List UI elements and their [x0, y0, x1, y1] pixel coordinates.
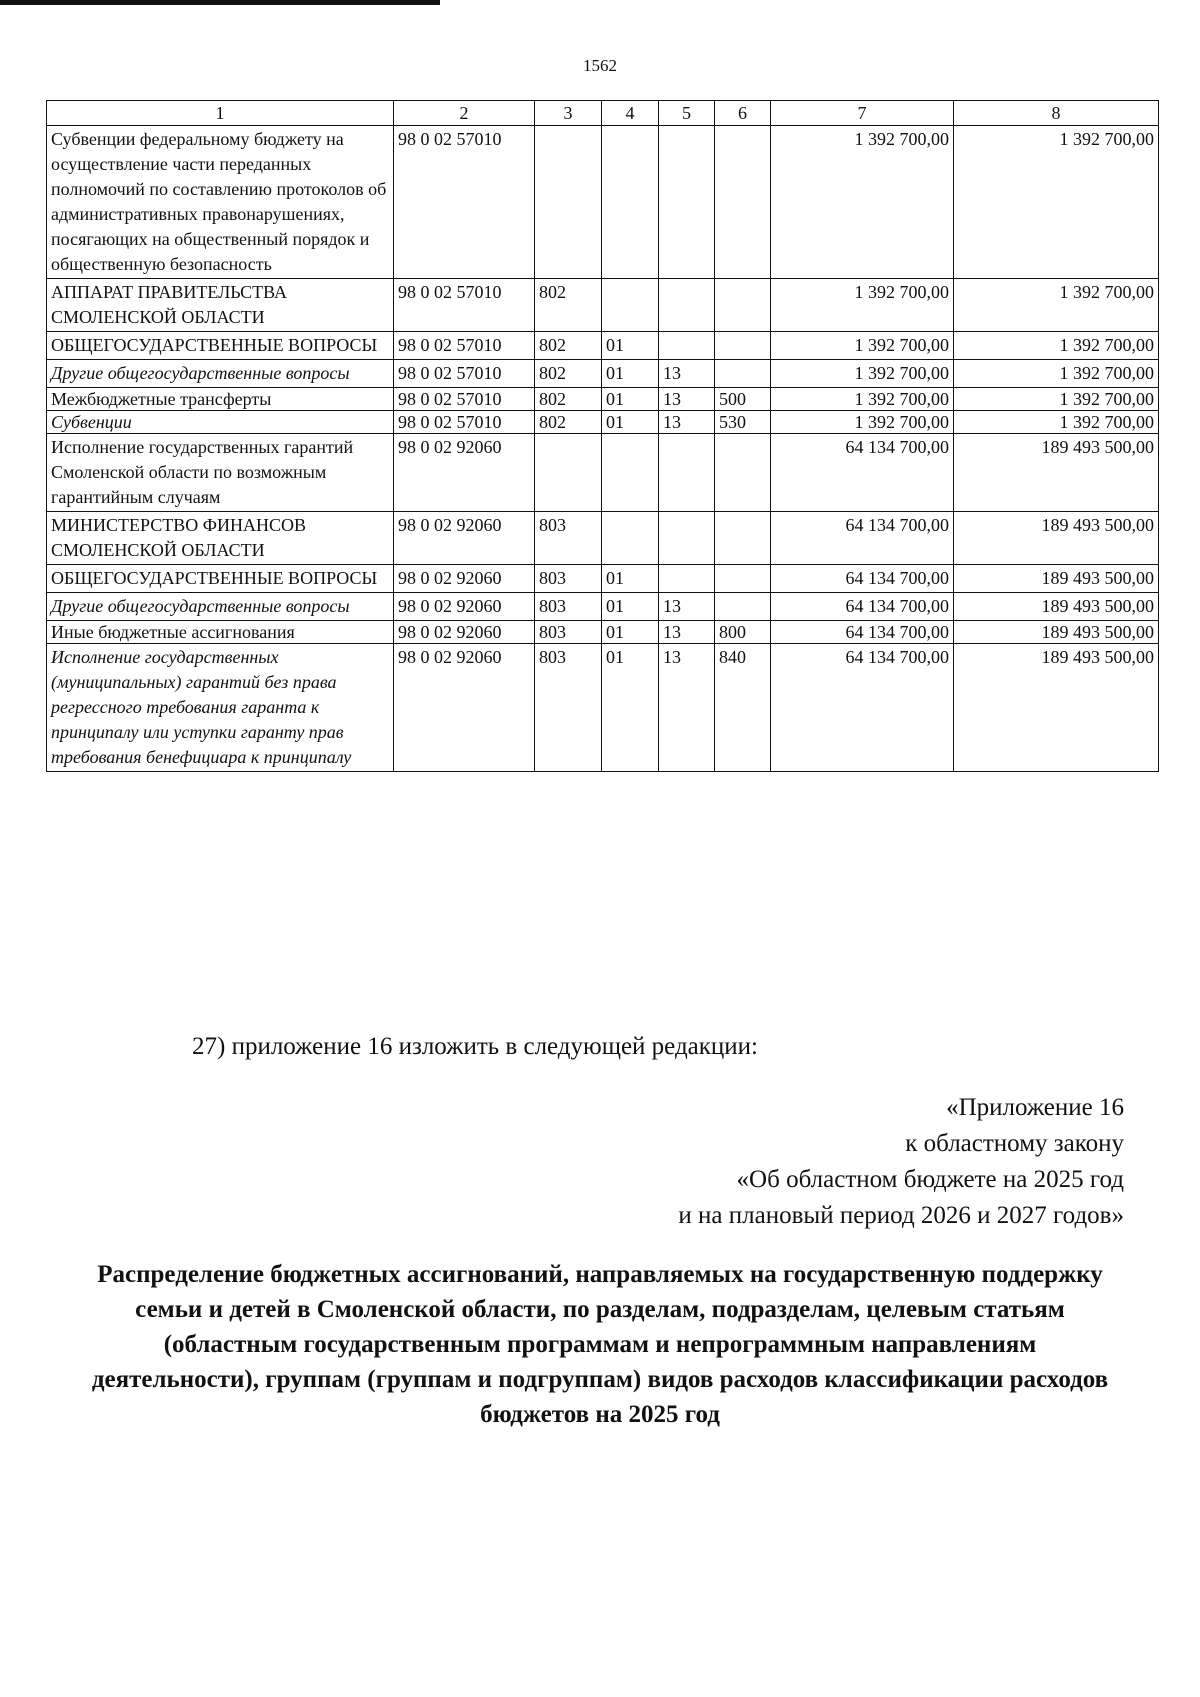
- table-header-row: [47, 101, 1159, 126]
- amount-col7: 64 134 700,00: [771, 644, 954, 772]
- amount-col8: 1 392 700,00: [954, 279, 1159, 332]
- expense-type-code: [715, 512, 771, 565]
- column-header: 6: [715, 101, 771, 126]
- amount-col8: 1 392 700,00: [954, 388, 1159, 411]
- ministry-code: [535, 434, 602, 512]
- table-row: [47, 360, 1159, 388]
- ministry-code: 803: [535, 593, 602, 621]
- subsection-code: 13: [659, 644, 715, 772]
- section-code: 01: [602, 332, 659, 360]
- target-article-code: 98 0 02 92060: [394, 565, 535, 593]
- target-article-code: 98 0 02 92060: [394, 621, 535, 644]
- section-code: [602, 126, 659, 279]
- appendix-header-line: «Об областном бюджете на 2025 год: [736, 1166, 1124, 1193]
- row-name: Субвенции федеральному бюджету на осуществление части переданных полномочий по составлению протоколов об административных правонарушениях, посягающих на общественный порядок и общественную безопасность: [47, 126, 394, 279]
- subsection-code: 13: [659, 388, 715, 411]
- subsection-code: 13: [659, 411, 715, 434]
- appendix-header-line: и на плановый период 2026 и 2027 годов»: [678, 1202, 1124, 1229]
- amount-col7: 1 392 700,00: [771, 126, 954, 279]
- row-name: ОБЩЕГОСУДАРСТВЕННЫЕ ВОПРОСЫ: [47, 565, 394, 593]
- ministry-code: [535, 126, 602, 279]
- subsection-code: [659, 565, 715, 593]
- amount-col7: 1 392 700,00: [771, 279, 954, 332]
- section-code: [602, 279, 659, 332]
- section-code: [602, 512, 659, 565]
- ministry-code: 803: [535, 512, 602, 565]
- ministry-code: 802: [535, 411, 602, 434]
- section-code: 01: [602, 593, 659, 621]
- amount-col7: 64 134 700,00: [771, 565, 954, 593]
- subsection-code: 13: [659, 360, 715, 388]
- table-row: [47, 434, 1159, 512]
- ministry-code: 802: [535, 332, 602, 360]
- column-header: 7: [771, 101, 954, 126]
- amount-col8: 189 493 500,00: [954, 593, 1159, 621]
- ministry-code: 803: [535, 644, 602, 772]
- appendix-header: [678, 1090, 1124, 1234]
- expense-type-code: 840: [715, 644, 771, 772]
- amount-col8: 1 392 700,00: [954, 126, 1159, 279]
- amount-col7: 64 134 700,00: [771, 512, 954, 565]
- target-article-code: 98 0 02 57010: [394, 126, 535, 279]
- row-name: Субвенции: [47, 411, 394, 434]
- section-code: 01: [602, 360, 659, 388]
- expense-type-code: [715, 434, 771, 512]
- row-name: Другие общегосударственные вопросы: [47, 360, 394, 388]
- column-header: 1: [47, 101, 394, 126]
- subsection-code: [659, 434, 715, 512]
- ministry-code: 803: [535, 565, 602, 593]
- target-article-code: 98 0 02 92060: [394, 593, 535, 621]
- row-name: МИНИСТЕРСТВО ФИНАНСОВ СМОЛЕНСКОЙ ОБЛАСТИ: [47, 512, 394, 565]
- subsection-code: 13: [659, 593, 715, 621]
- amount-col7: 64 134 700,00: [771, 621, 954, 644]
- expense-type-code: [715, 360, 771, 388]
- expense-type-code: 500: [715, 388, 771, 411]
- page-number: 1562: [583, 56, 617, 75]
- expense-type-code: 530: [715, 411, 771, 434]
- column-header: 2: [394, 101, 535, 126]
- column-header: 4: [602, 101, 659, 126]
- amount-col8: 1 392 700,00: [954, 360, 1159, 388]
- amount-col7: 1 392 700,00: [771, 332, 954, 360]
- amount-col8: 1 392 700,00: [954, 332, 1159, 360]
- document-title: Распределение бюджетных ассигнований, направляемых на государственную поддержку семьи и детей в Смоленской области, по разделам, подразделам, целевым статьям (областным государственным программам и непрограммным направлениям деятельности), группам (группам и подгруппам) видов расходов классификации расходов бюджетов на 2025 год: [91, 1261, 1109, 1428]
- amount-col7: 64 134 700,00: [771, 434, 954, 512]
- expense-type-code: [715, 565, 771, 593]
- expense-type-code: [715, 332, 771, 360]
- row-name: ОБЩЕГОСУДАРСТВЕННЫЕ ВОПРОСЫ: [47, 332, 394, 360]
- row-name: Другие общегосударственные вопросы: [47, 593, 394, 621]
- amount-col7: 1 392 700,00: [771, 388, 954, 411]
- table-row: [47, 279, 1159, 332]
- top-rule: [0, 0, 440, 5]
- amount-col8: 189 493 500,00: [954, 512, 1159, 565]
- table-row: [47, 621, 1159, 644]
- expense-type-code: [715, 593, 771, 621]
- ministry-code: 802: [535, 279, 602, 332]
- amount-col8: 189 493 500,00: [954, 644, 1159, 772]
- target-article-code: 98 0 02 57010: [394, 411, 535, 434]
- table-row: [47, 388, 1159, 411]
- table-row: [47, 565, 1159, 593]
- table-row: [47, 126, 1159, 279]
- subsection-code: [659, 332, 715, 360]
- ministry-code: 802: [535, 360, 602, 388]
- target-article-code: 98 0 02 92060: [394, 434, 535, 512]
- section-code: 01: [602, 644, 659, 772]
- table-row: [47, 512, 1159, 565]
- row-name: Исполнение государственных (муниципальных) гарантий без права регрессного требования гаранта к принципалу или уступки гаранту прав требования бенефициара к принципалу: [47, 644, 394, 772]
- section-code: [602, 434, 659, 512]
- expense-type-code: [715, 126, 771, 279]
- target-article-code: 98 0 02 57010: [394, 388, 535, 411]
- subsection-code: [659, 126, 715, 279]
- column-header: 8: [954, 101, 1159, 126]
- section-code: 01: [602, 621, 659, 644]
- target-article-code: 98 0 02 57010: [394, 332, 535, 360]
- amount-col8: 189 493 500,00: [954, 565, 1159, 593]
- expense-type-code: 800: [715, 621, 771, 644]
- amount-col7: 64 134 700,00: [771, 593, 954, 621]
- subsection-code: [659, 279, 715, 332]
- amendment-item: 27) приложение 16 изложить в следующей редакции:: [192, 1033, 758, 1060]
- amount-col8: 1 392 700,00: [954, 411, 1159, 434]
- table-row: [47, 332, 1159, 360]
- expense-type-code: [715, 279, 771, 332]
- ministry-code: 803: [535, 621, 602, 644]
- budget-table: [46, 100, 1159, 772]
- section-code: 01: [602, 411, 659, 434]
- target-article-code: 98 0 02 92060: [394, 512, 535, 565]
- column-header: 5: [659, 101, 715, 126]
- target-article-code: 98 0 02 57010: [394, 360, 535, 388]
- target-article-code: 98 0 02 57010: [394, 279, 535, 332]
- ministry-code: 802: [535, 388, 602, 411]
- table-row: [47, 411, 1159, 434]
- amount-col8: 189 493 500,00: [954, 434, 1159, 512]
- table-row: [47, 593, 1159, 621]
- target-article-code: 98 0 02 92060: [394, 644, 535, 772]
- row-name: Межбюджетные трансферты: [47, 388, 394, 411]
- amount-col7: 1 392 700,00: [771, 411, 954, 434]
- section-code: 01: [602, 565, 659, 593]
- amount-col8: 189 493 500,00: [954, 621, 1159, 644]
- amount-col7: 1 392 700,00: [771, 360, 954, 388]
- table-row: [47, 644, 1159, 772]
- subsection-code: [659, 512, 715, 565]
- row-name: Исполнение государственных гарантий Смоленской области по возможным гарантийным случаям: [47, 434, 394, 512]
- subsection-code: 13: [659, 621, 715, 644]
- row-name: Иные бюджетные ассигнования: [47, 621, 394, 644]
- column-header: 3: [535, 101, 602, 126]
- section-code: 01: [602, 388, 659, 411]
- appendix-header-line: к областному закону: [905, 1130, 1124, 1157]
- appendix-header-line: «Приложение 16: [946, 1094, 1124, 1121]
- row-name: АППАРАТ ПРАВИТЕЛЬСТВА СМОЛЕНСКОЙ ОБЛАСТИ: [47, 279, 394, 332]
